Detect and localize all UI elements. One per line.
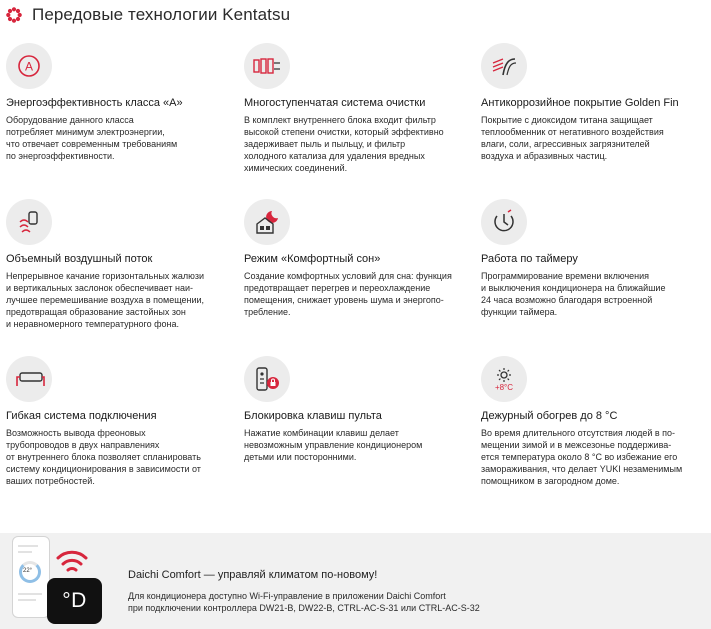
phone-temp: 22° [23,568,33,574]
feature-timer [481,199,706,318]
standby-heating-icon [481,356,527,402]
feature-title: Антикоррозийное покрытие Golden Fin [481,97,679,109]
feature-description: Нажатие комбинации клавиш делает невозможным управление кондиционером детьми или посторонними. [244,428,423,462]
feature-airflow [6,199,231,330]
smartphone-app-image [12,536,50,618]
app-line [18,599,36,601]
feature-description: В комплект внутреннего блока входит фильтр высокой степени очистки, который эффективно задерживает пыль и пыльцу, и фильтр холодного катализа для удаления вредных химических соединений. [244,115,444,173]
feature-golden-fin [481,43,706,162]
feature-title: Многоступенчатая система очистки [244,97,426,109]
flexible-connection-icon [6,356,52,402]
feature-title: Гибкая система подключения [6,410,157,422]
feature-description: Создание комфортных условий для сна: функция предотвращает перегрев и переохлаждение помещения, снижает уровень шума и энергопо- требление. [244,271,452,317]
feature-title: Объемный воздушный поток [6,253,153,265]
class-a-icon [6,43,52,89]
feature-description: Возможность вывода фреоновых трубопроводов в двух направлениях от внутреннего блока позволяет спланировать систему кондиционирования в зависимости от ваших потребностей. [6,428,201,486]
banner-title: Daichi Comfort — управляй климатом по-новому! [128,569,378,581]
app-line [18,545,38,547]
feature-title: Энергоэффективность класса «А» [6,97,183,109]
banner-text: Для кондиционера доступно Wi-Fi-управление в приложении Daichi Comfort при подключении контроллера DW21-B, DW22-B, CTRL-AC-S-31 или CTRL-AC-S-32 [128,591,480,613]
feature-description: Покрытие с диоксидом титана защищает теплообменник от негативного воздействия влаги, соли, агрессивных загрязнителей воздуха и абразивных частиц. [481,115,664,161]
feature-description: Непрерывное качание горизонтальных жалюзи и вертикальных заслонок обеспечивает наи- лучшее перемешивание воздуха в помещении, предотвращая образование застойных зон и неравномерного температурного фона. [6,271,205,329]
remote-lock-icon [244,356,290,402]
feature-title: Режим «Комфортный сон» [244,253,381,265]
filter-icon [244,43,290,89]
feature-energy-class [6,43,231,162]
feature-standby-heating [481,356,706,487]
page-title: Передовые технологии Kentatsu [32,5,291,24]
golden-fin-icon [481,43,527,89]
feature-title: Дежурный обогрев до 8 °С [481,410,618,422]
feature-description: Оборудование данного класса потребляет минимум электроэнергии, что отвечает современным требованиям по энергоэффективности. [6,115,178,161]
app-line [18,593,42,595]
feature-comfort-sleep [244,199,469,318]
svg-text:A: A [24,59,34,74]
feature-description: Программирование времени включения и выключения кондиционера на ближайшие 24 часа возможно благодаря встроенной функции таймера. [481,271,666,317]
feature-filtration [244,43,469,174]
app-line [18,551,32,553]
standby-temp-label: +8°C [494,382,514,392]
wifi-icon [55,546,89,576]
feature-title: Работа по таймеру [481,253,578,265]
timer-icon [481,199,527,245]
airflow-icon [6,199,52,245]
sleep-mode-icon [244,199,290,245]
page-header [6,4,290,26]
brand-logo-icon [6,7,22,23]
feature-title: Блокировка клавиш пульта [244,410,382,422]
daichi-device-logo: °D [47,578,102,624]
feature-flexible-connection [6,356,231,487]
feature-description: Во время длительного отсутствия людей в по- мещении зимой и в межсезонье поддержива- ется температура около 8 °С во избежание его замораживания, что делает YUKI незаменимым помощником в загородном доме. [481,428,683,486]
daichi-banner [0,533,711,629]
feature-remote-lock [244,356,469,463]
